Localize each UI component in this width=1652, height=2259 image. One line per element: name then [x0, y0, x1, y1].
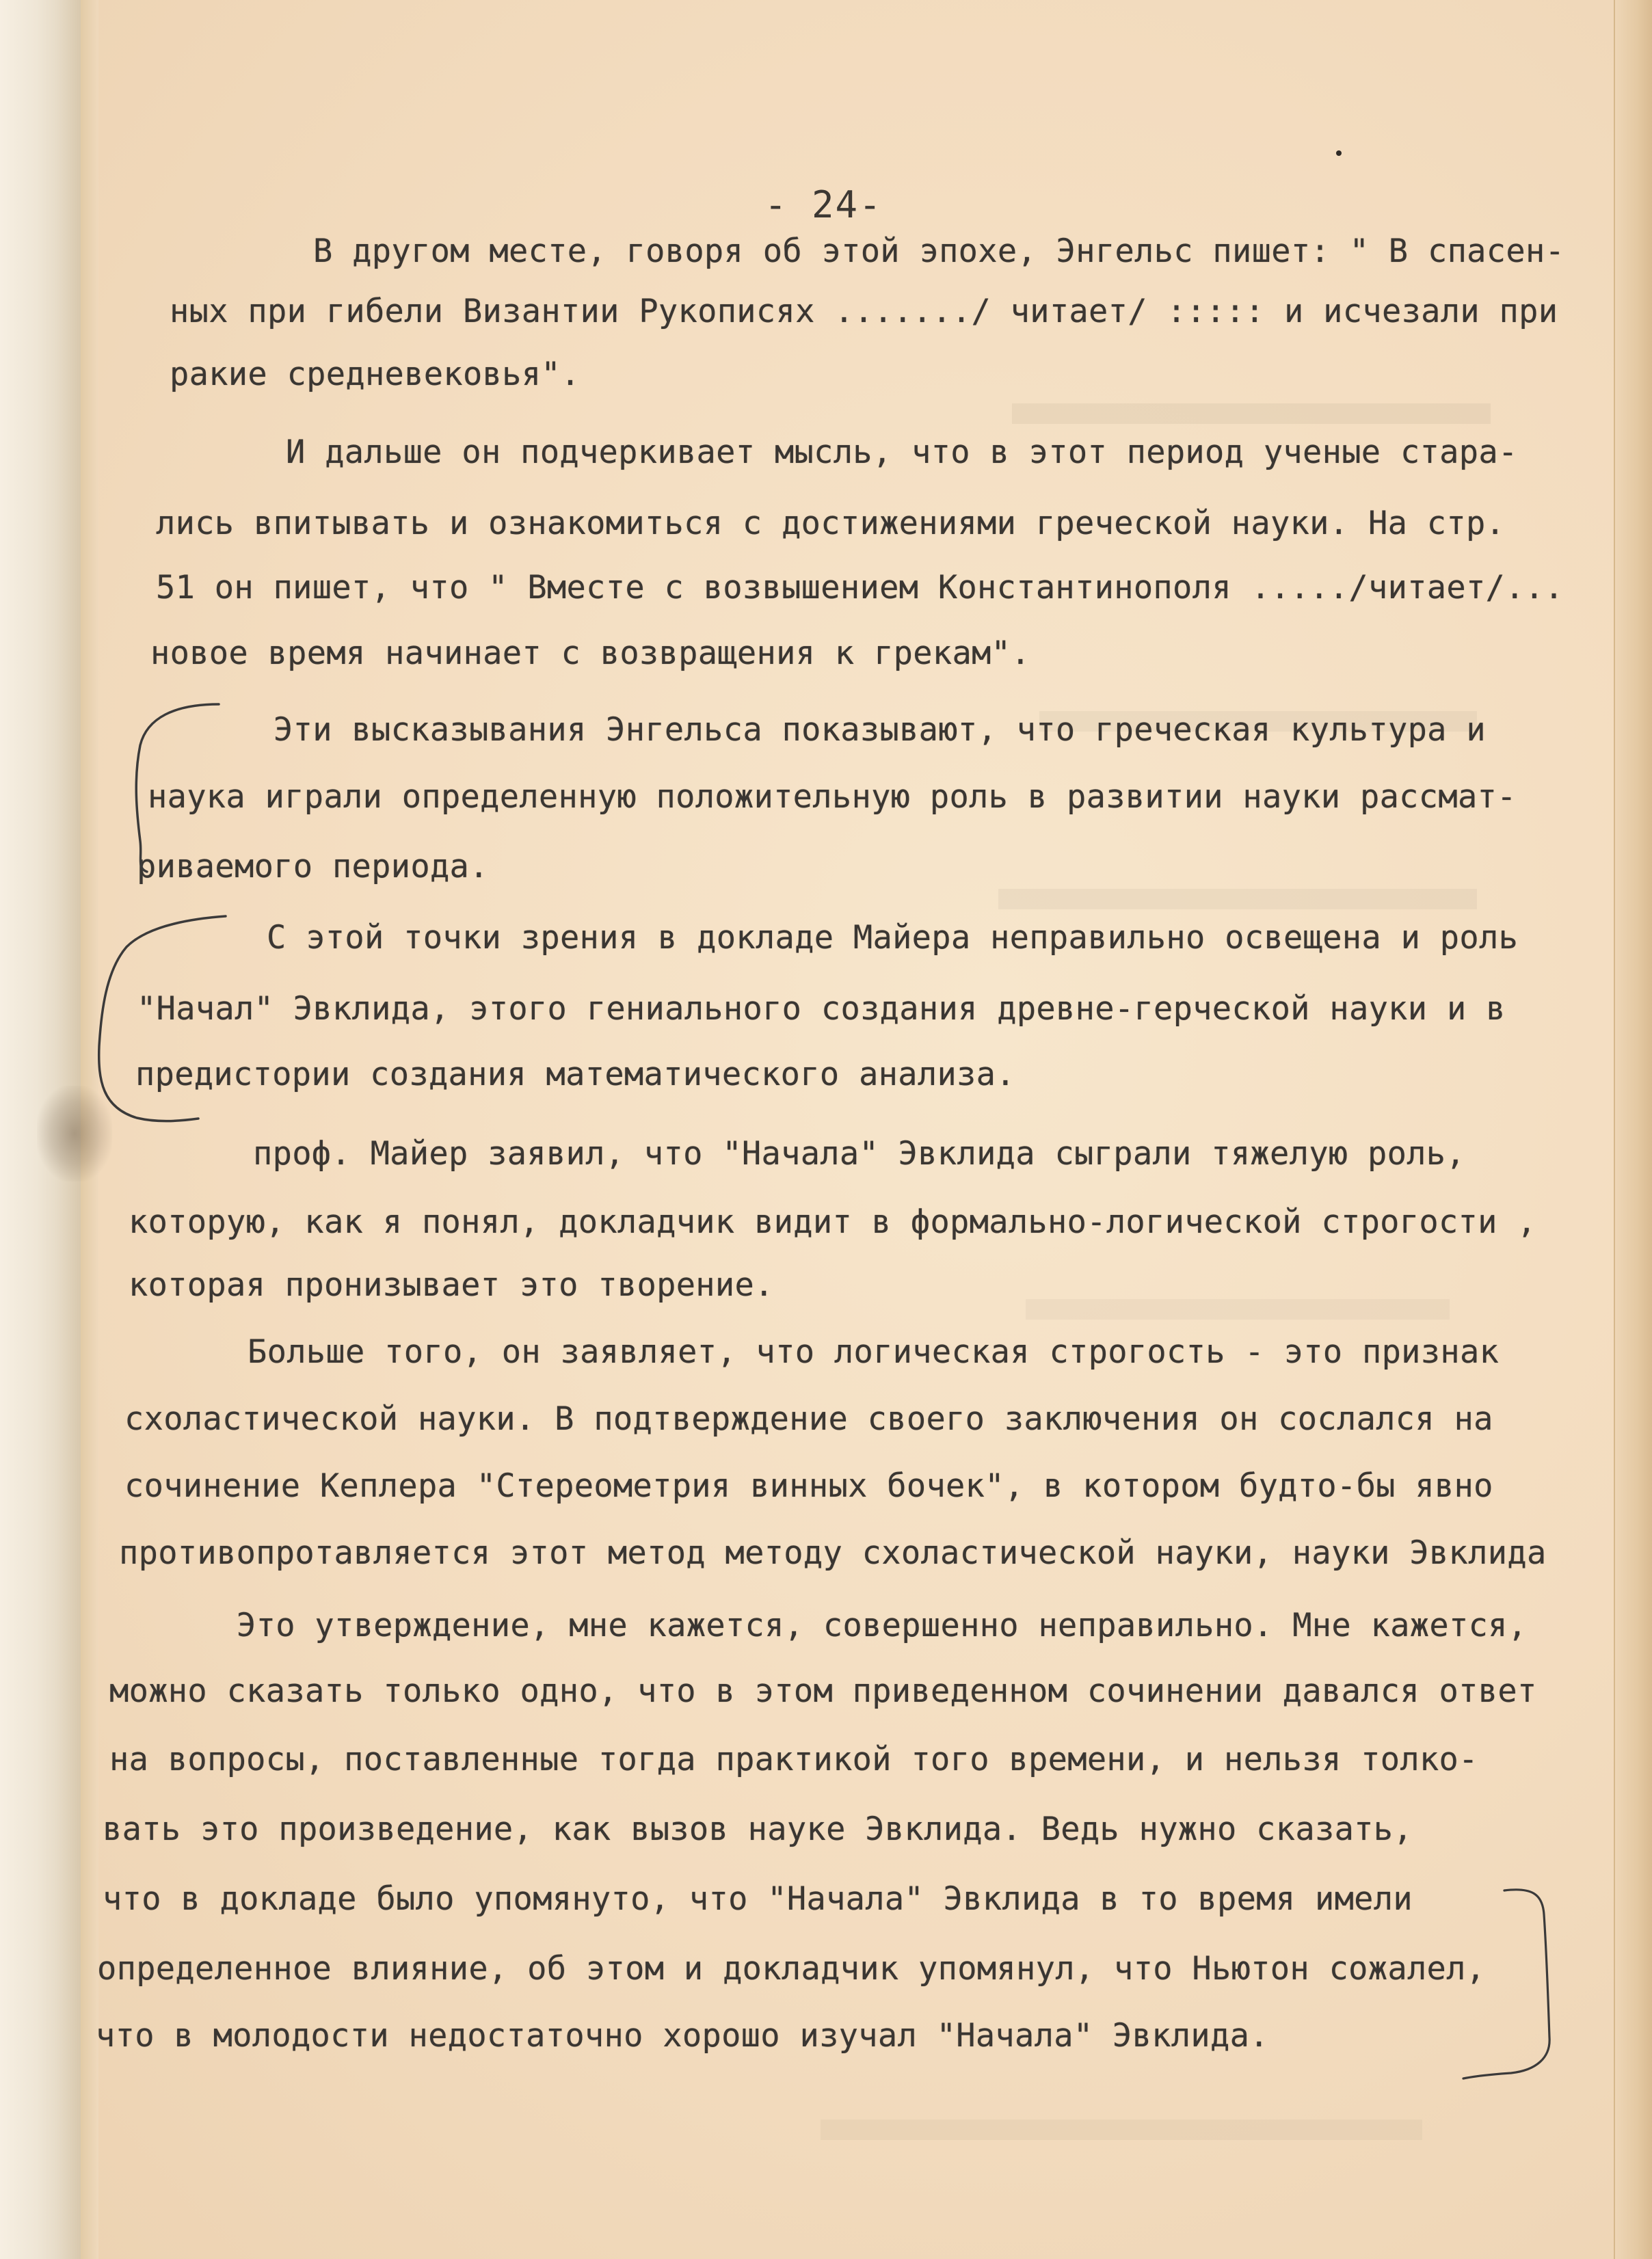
ink-smudge	[37, 1086, 112, 1181]
show-through	[821, 2120, 1422, 2140]
show-through	[1012, 403, 1491, 424]
text-line: наука играли определенную положительную роль в развитии науки рассмат-	[148, 778, 1517, 816]
text-line: лись впитывать и ознакомиться с достижениями греческой науки. На стр.	[156, 505, 1506, 542]
show-through	[1026, 1299, 1450, 1320]
text-line: что в молодости недостаточно хорошо изучал "Начала" Эвклида.	[96, 2017, 1269, 2055]
page-number: - 24-	[764, 183, 883, 226]
text-line: противопротавляется этот метод методу схоластической науки, науки Эвклида	[119, 1534, 1547, 1572]
text-line: новое время начинает с возвращения к грекам".	[150, 634, 1030, 672]
text-line: можно сказать только одно, что в этом приведенном сочинении давался ответ	[109, 1672, 1537, 1710]
text-line: С этой точки зрения в докладе Майера неправильно освещена и роль	[267, 919, 1519, 957]
text-line: ных при гибели Византии Рукописях ......./ читает/ ::::: и исчезали при	[170, 293, 1558, 330]
text-line: на вопросы, поставленные тогда практикой того времени, и нельзя толко-	[109, 1741, 1478, 1778]
text-line: которая пронизывает это творение.	[129, 1266, 774, 1304]
text-line: "Начал" Эвклида, этого гениального создания древне-герческой науки и в	[137, 990, 1506, 1028]
text-line: Эти высказывания Энгельса показывают, что греческая культура и	[274, 711, 1486, 749]
text-line: которую, как я понял, докладчик видит в формально-логической строгости ,	[129, 1203, 1536, 1241]
text-line: сочинение Кеплера "Стереометрия винных бочек", в котором будто-бы явно	[124, 1467, 1493, 1505]
text-line: проф. Майер заявил, что "Начала" Эвклида сыграли тяжелую роль,	[253, 1135, 1465, 1173]
text-line: определенное влияние, об этом и докладчик упомянул, что Ньютон сожалел,	[97, 1950, 1486, 1988]
text-line: что в докладе было упомянуто, что "Начала" Эвклида в то время имели	[103, 1880, 1413, 1918]
text-line: ракие средневековья".	[170, 356, 581, 393]
text-line: Больше того, он заявляет, что логическая строгость - это признак	[248, 1333, 1500, 1371]
ink-dot	[1336, 150, 1342, 156]
text-line: риваемого периода.	[137, 848, 489, 885]
text-line: И дальше он подчеркивает мысль, что в этот период ученые стара-	[286, 433, 1518, 471]
text-line: предистории создания математического анализа.	[135, 1056, 1015, 1093]
text-line: схоластической науки. В подтверждение своего заключения он сослался на	[124, 1400, 1493, 1438]
text-line: Это утверждение, мне кажется, совершенно неправильно. Мне кажется,	[237, 1607, 1528, 1644]
text-line: 51 он пишет, что " Вместе с возвышением Константинополя ...../читает/...	[156, 569, 1564, 606]
page-right-edge	[1614, 0, 1652, 2259]
show-through	[998, 889, 1477, 909]
text-line: вать это произведение, как вызов науке Эвклида. Ведь нужно сказать,	[103, 1810, 1413, 1848]
text-line: В другом месте, говоря об этой эпохе, Энгельс пишет: " В спасен-	[313, 232, 1565, 270]
